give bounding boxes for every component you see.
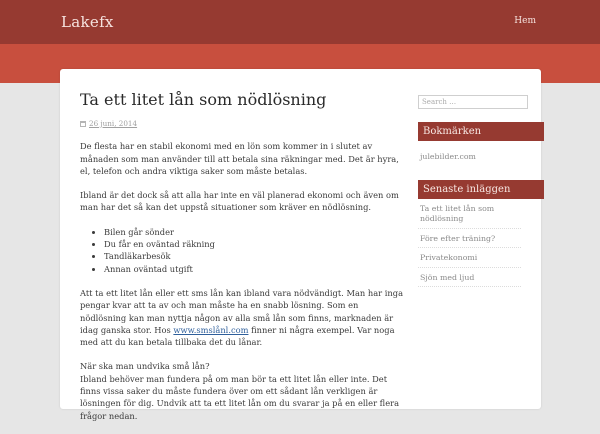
site-header xyxy=(0,0,600,44)
recent-post-link[interactable]: Före efter träning? xyxy=(420,233,496,243)
post xyxy=(80,90,407,434)
list-item xyxy=(418,268,521,288)
recent-post-link[interactable]: Sjön med ljud xyxy=(420,272,475,282)
list-item xyxy=(418,248,521,268)
list-item xyxy=(418,229,521,249)
list-item: • Du får en oväntad räkning xyxy=(104,238,407,250)
post-paragraph-4 xyxy=(80,360,407,421)
recent-post-link[interactable]: Privatekonomi xyxy=(420,253,478,262)
post-title[interactable]: Ta ett litet lån som nödlösning xyxy=(80,90,327,109)
paragraph-text: finner ni några exempel. Var noga med att du kan betala tillbaka det du lånar. xyxy=(80,324,395,348)
nav-home-link[interactable]: Hem xyxy=(514,16,536,26)
paragraph-text: Ibland behöver man fundera på om man bör ta ett litet lån eller inte. Det finns vissa saker du måste fundera över om ett sådant lån verkligen är lösningen för dig. Undvik att ta ett litet lån om du svarar ja på en eller flera frågor nedan. xyxy=(80,373,400,421)
bookmarks-list xyxy=(418,141,521,166)
paragraph-text: Att ta ett litet lån eller ett sms lån kan ibland vara nödvändigt. Man har inga pengar kvar att ta av och man måste ha en snabb lösning. Som en nödlösning kan man nyttja någon av alla små lån som finns, marknaden är idag ganska stor. Hos xyxy=(80,287,404,335)
sms-lan-link[interactable]: www.smslånl.com xyxy=(173,324,249,335)
list-item: • Bilen går sönder xyxy=(104,226,407,238)
post-paragraph-1: De flesta har en stabil ekonomi med en lön som kommer in i slutet av månaden som man använder till att betala sina räkningar med. Det är hyra, el, telefon och andra viktiga saker som måste betalas. xyxy=(80,141,399,176)
post-list xyxy=(80,226,407,275)
list-item xyxy=(418,199,521,229)
post-paragraph-3 xyxy=(80,287,407,348)
site-title[interactable]: Lakefx xyxy=(61,13,114,31)
bookmark-link[interactable]: julebilder.com xyxy=(420,152,476,161)
sidebar xyxy=(418,89,544,287)
post-meta xyxy=(80,118,407,130)
list-item xyxy=(418,141,521,166)
post-date-link[interactable]: 26 juni, 2014 xyxy=(89,119,138,128)
post-paragraph-2: Ibland är det dock så att alla har inte en väl planerad ekonomi och även om man har det så kan det uppstå situationer som kräver en nödlösning. xyxy=(80,190,399,213)
paragraph-heading-line: När ska man undvika små lån? xyxy=(80,361,210,372)
list-item: • Annan oväntad utgift xyxy=(104,263,407,275)
recent-posts-widget-title: Senaste inläggen xyxy=(418,180,544,199)
recent-posts-list xyxy=(418,199,521,288)
recent-post-link[interactable]: Ta ett litet lån som nödlösning xyxy=(420,203,495,223)
bookmarks-widget-title: Bokmärken xyxy=(418,122,544,141)
list-item: • Tandläkarbesök xyxy=(104,250,407,262)
search-input[interactable] xyxy=(418,95,528,109)
calendar-icon xyxy=(80,121,86,127)
